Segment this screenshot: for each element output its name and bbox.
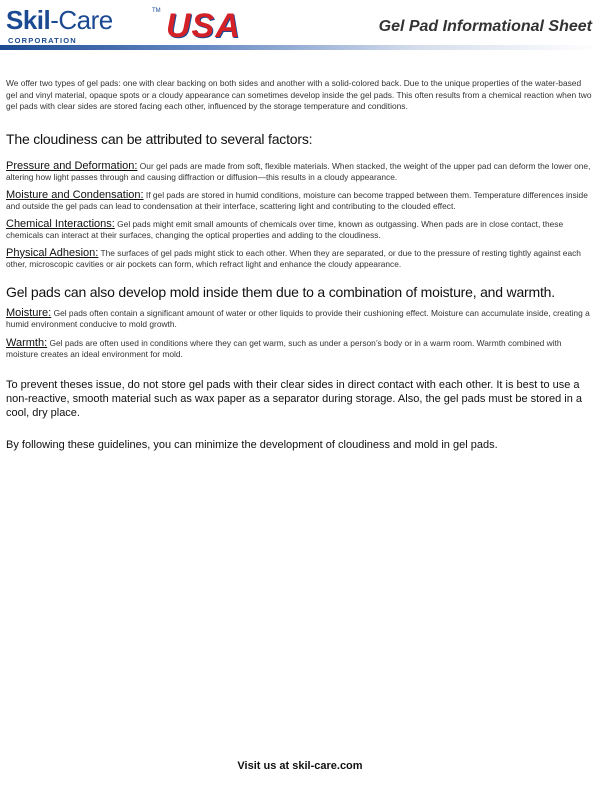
header-divider <box>0 45 600 50</box>
logo-wordmark <box>6 6 113 34</box>
logo-corporation: CORPORATION <box>8 36 77 45</box>
intro-paragraph: We offer two types of gel pads: one with clear backing on both sides and another with a solid-colored back. Due to the unique properties of the water-based gel and vinyl material, opaque spots or a cloudy appearance can sometimes develop inside the gel pads. This often results from a chemical reaction when two gel pads with clear sides are stored facing each other, influenced by the storage temperature and conditions. <box>6 78 592 111</box>
factor-adhesion <box>6 248 594 270</box>
factor-text: If gel pads are stored in humid conditions, moisture can become trapped between them. Temperature differences inside and outside the gel pads can lead to condensation at their interface, scattering light and contributing to the clouded effect. <box>6 189 588 211</box>
page-header <box>0 0 600 52</box>
factor-text: Gel pads might emit small amounts of chemicals over time, known as outgassing. When pads are in close contact, these chemicals can interact at their surfaces, changing the optical properties and adding to the cloudiness. <box>6 218 564 240</box>
factor-text: The surfaces of gel pads might stick to each other. When they are separated, or due to the pressure of resting tightly against each other, microscopic cavities or air pockets can form, which refract light and enhance the cloudy appearance. <box>6 247 581 269</box>
mold-text: Gel pads are often used in conditions where they can get warm, such as under a person’s body or in a warm room. Warmth combined with moisture creates an ideal environment for mold. <box>6 337 562 359</box>
mold-warmth <box>6 338 594 360</box>
factor-text: Our gel pads are made from soft, flexible materials. When stacked, the weight of the upper pad can deform the lower one, altering how light passes through and causing diffraction or diffusion—this results in a cloudy appearance. <box>6 160 591 182</box>
logo-trademark: TM <box>152 8 161 14</box>
factor-label: Physical Adhesion: <box>6 246 99 259</box>
factor-chemical <box>6 219 594 241</box>
factor-label: Chemical Interactions: <box>6 217 115 230</box>
factor-moisture-condensation <box>6 190 594 212</box>
logo-usa-flag-text: USA <box>166 7 241 45</box>
factors-heading: The cloudiness can be attributed to several factors: <box>6 130 313 147</box>
mold-heading: Gel pads can also develop mold inside them due to a combination of moisture, and warmth. <box>6 283 555 300</box>
mold-label: Warmth: <box>6 336 48 349</box>
footer-website: Visit us at skil-care.com <box>237 760 363 772</box>
mold-text: Gel pads often contain a significant amount of water or other liquids to provide their cushioning effect. Moisture can accumulate inside, creating a humid environment conducive to mold growth. <box>6 307 590 329</box>
mold-moisture <box>6 308 594 330</box>
mold-label: Moisture: <box>6 306 52 319</box>
sheet-title: Gel Pad Informational Sheet <box>378 18 592 35</box>
factor-label: Pressure and Deformation: <box>6 159 138 172</box>
logo-skil-text: Skil <box>6 5 51 35</box>
closing-paragraph: By following these guidelines, you can minimize the development of cloudiness and mold in gel pads. <box>6 438 498 451</box>
prevention-paragraph: To prevent theses issue, do not store gel pads with their clear sides in direct contact with each other. It is best to use a non-reactive, smooth material such as wax paper as a separator during storage. Also, the gel pads must be stored in a cool, dry place. <box>6 378 582 419</box>
factor-label: Moisture and Condensation: <box>6 188 144 201</box>
document-body <box>6 78 594 452</box>
factor-pressure <box>6 161 594 183</box>
logo-care-text: -Care <box>50 5 113 35</box>
